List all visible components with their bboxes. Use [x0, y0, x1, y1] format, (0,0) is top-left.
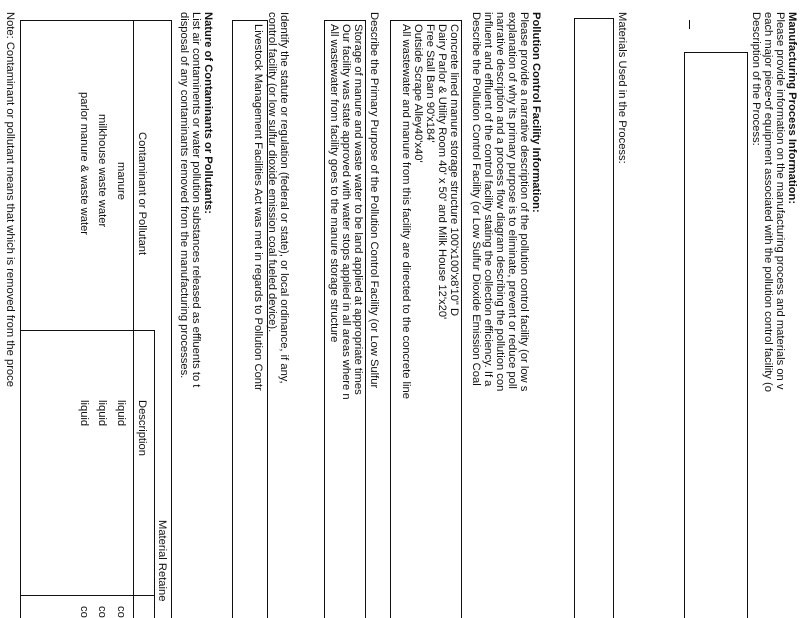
manufacturing-text-line: each major piece of equipment associated with the pollution control facility (o — [762, 12, 774, 392]
table-divider — [21, 595, 155, 596]
pollution-text-line: influent and effluent of the control facility stating the collection efficiency. If a — [482, 12, 494, 387]
purpose-label: Describe the Primary Purpose of the Pollution Control Facility (or Low Sulfur — [368, 12, 380, 389]
table-divider — [154, 330, 155, 618]
statute-text-line: Identify the statute or regulation (federal or state), or local ordinance, if any, — [278, 12, 290, 384]
pollution-describe-label: Describe the Pollution Control Facility (or Low Sulfur Dioxide Emission Coal — [470, 12, 482, 386]
pollution-text-line: narrative description and a process flow diagram describing the pollution con — [494, 12, 506, 392]
manufacturing-heading: Manufacturing Process Information: — [786, 12, 798, 205]
contaminants-heading: Nature of Contaminants or Pollutants: — [202, 12, 214, 215]
statute-answer: Livestock Management Facilities Act was met in regards to Pollution Contr — [252, 24, 264, 391]
purpose-answer-line: Storage of manure and waste water to be land applied at appropriate times — [352, 24, 364, 395]
table-cell-extra: co — [96, 606, 108, 618]
table-cell-description: liquid — [115, 400, 127, 427]
purpose-answer-line: Our facility was state approved with water stops applied in all areas where n — [340, 24, 352, 400]
pollution-answer-line: Dairy Parlor & Utility Room 40' x 50' and Milk House 12'x20' — [436, 24, 448, 320]
table-header-description: Description — [136, 400, 148, 456]
table-frame — [20, 20, 172, 618]
manufacturing-text-line: Please provide information on the manufacturing process and materials on v — [774, 12, 786, 390]
table-cell-extra: co — [78, 606, 90, 618]
table-group-header: Material Retaine — [156, 520, 168, 602]
footnote: Note: Contaminant or pollutant means that which is removed from the proce — [4, 12, 16, 387]
table-divider — [21, 330, 155, 331]
pollution-answer-line: All wastewater and manure from this facility are directed to the concrete line — [400, 24, 412, 399]
pollution-heading: Pollution Control Facility Information: — [530, 12, 542, 213]
pollution-answer-line: Outside Scrape Alley40'x40' — [412, 24, 424, 163]
process-description-label: Description of the Process: — [750, 12, 762, 146]
pollution-answer-line: Free Stall Barn 90'x184' — [424, 24, 436, 143]
contaminants-text-line: disposal of any contaminants removed from the manufacturing processes. — [178, 12, 190, 379]
table-divider — [133, 20, 134, 618]
statute-text-line: control facility (or low sulfur dioxide emission coal fueled device). — [266, 12, 278, 333]
table-cell-description: liquid — [96, 400, 108, 427]
pollution-text-line: Please provide a narrative description of the pollution control facility (or low s — [518, 12, 530, 392]
table-header-contaminant: Contaminant or Pollutant — [136, 132, 148, 256]
pollution-text-line: explanation of why its primary purpose is to eliminate, prevent or reduce poll — [506, 12, 518, 389]
materials-label: Materials Used in the Process: — [616, 12, 628, 164]
table-cell-contaminant: milkhouse waste water — [96, 114, 108, 228]
pollution-answer-line: Concrete lined manure storage structure 100'x100'x8'10" D — [448, 24, 460, 317]
table-cell-contaminant: parlor manure & waste water — [78, 92, 90, 236]
contaminants-text-line: List air contaminents or water pollution substances released as effluents to t — [190, 12, 202, 388]
purpose-answer-line: All wastewater from facility goes to the manure storage structure — [328, 24, 340, 343]
table-cell-contaminant: manure — [115, 162, 127, 200]
table-cell-description: liquid — [78, 400, 90, 427]
table-cell-extra: co — [115, 606, 127, 618]
